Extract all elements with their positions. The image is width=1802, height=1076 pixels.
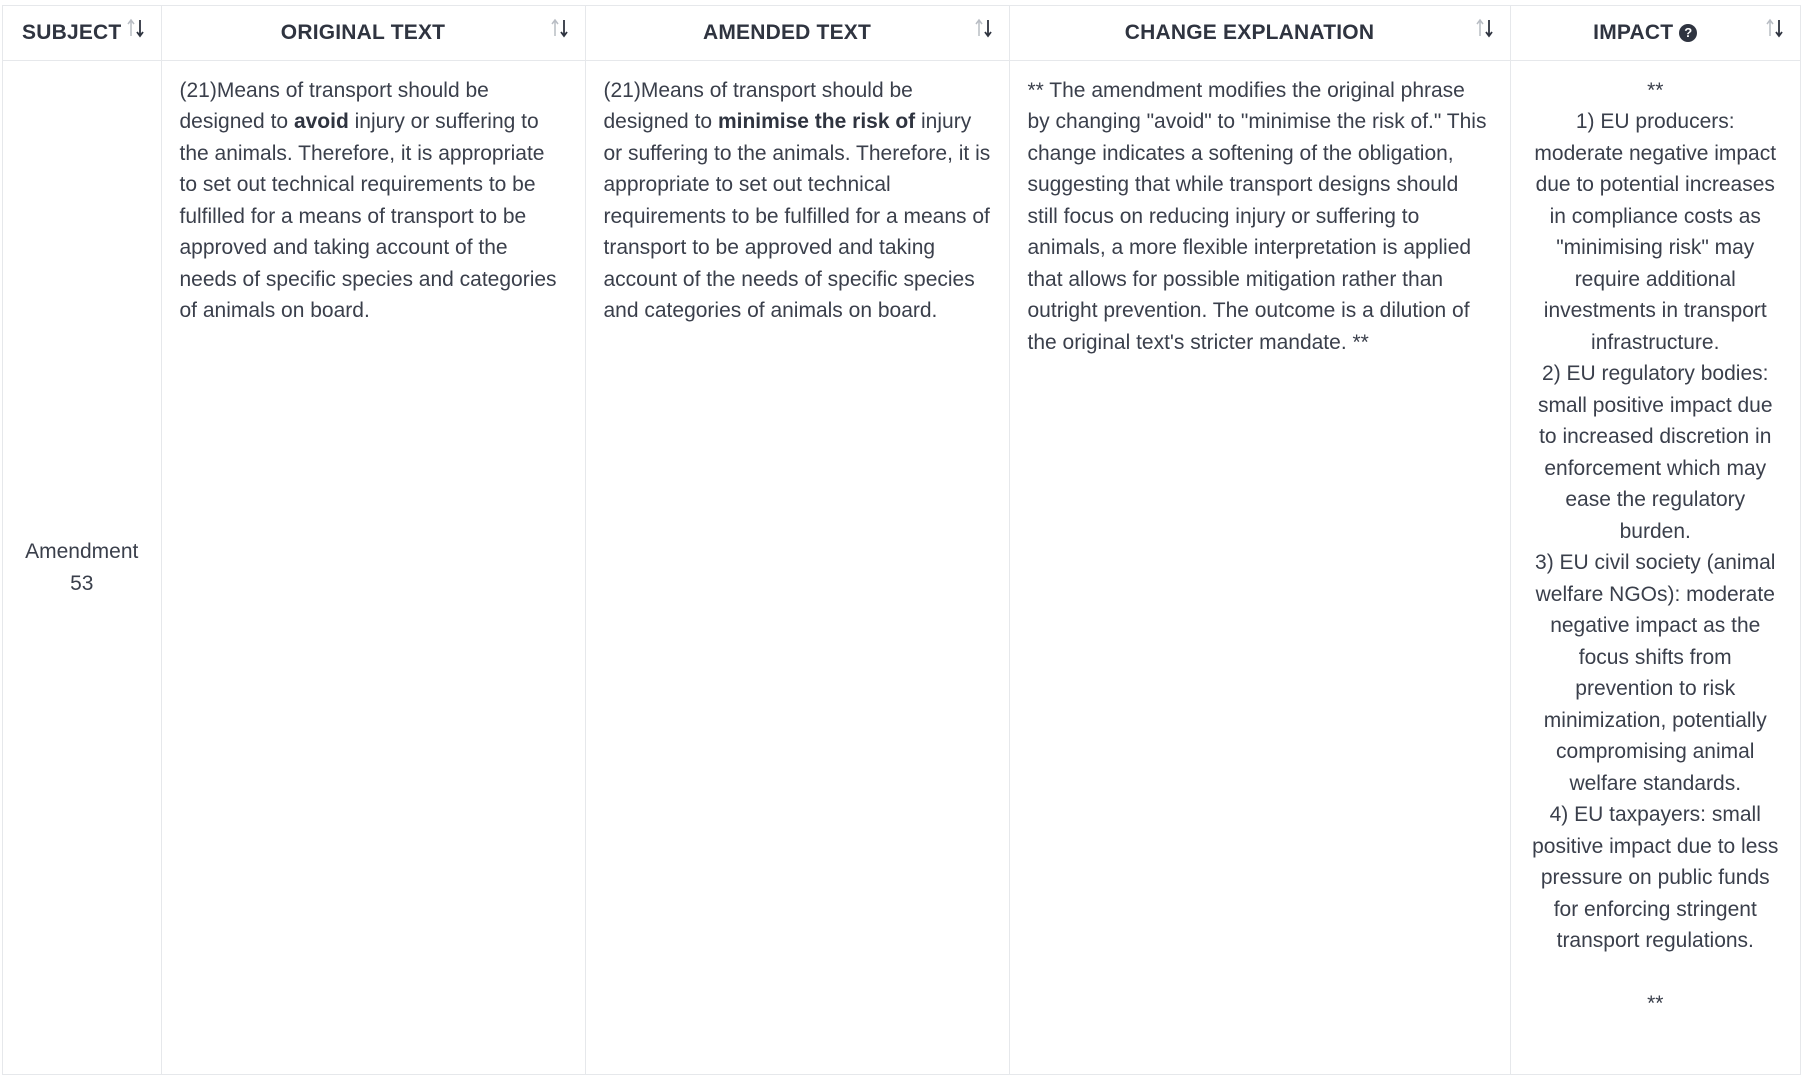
comparison-table [3, 6, 1800, 1075]
impact-item: 1) EU producers: moderate negative impact due to potential increases in compliance costs as "minimising risk" may require additional investments in transport infrastructure. [1534, 110, 1777, 354]
original-text-before: (21)Means of transport should be designed to [179, 78, 489, 133]
amendments-table [2, 5, 1801, 1075]
sort-icon[interactable] [973, 16, 995, 40]
header-change-label: CHANGE EXPLANATION [1124, 20, 1375, 44]
sort-icon[interactable] [125, 16, 147, 40]
amended-text-cell [585, 60, 1009, 1075]
header-impact-label-wrap [1593, 21, 1697, 45]
impact-item: 4) EU taxpayers: small positive impact due to less pressure on public funds for enforcing stringent transport regulations. [1532, 803, 1779, 952]
original-text-cell [161, 60, 585, 1075]
change-explanation-cell: ** The amendment modifies the original phrase by changing "avoid" to "minimise the risk of." This change indicates a softening of the obligation, suggesting that while transport designs should still focus on reducing injury or suffering to animals, a more flexible interpretation is applied that allows for possible mitigation rather than outright prevention. The outcome is a dilution of the original text's stricter mandate. ** [1009, 60, 1510, 1075]
header-amended[interactable] [585, 6, 1009, 60]
impact-item: 3) EU civil society (animal welfare NGOs): moderate negative impact as the focus shifts from prevention to risk minimization, potentially compromising animal welfare standards. [1535, 551, 1776, 795]
header-amended-label: AMENDED TEXT [702, 20, 872, 44]
header-change[interactable] [1009, 6, 1510, 60]
amended-text-before: (21)Means of transport should be designed to [603, 78, 913, 133]
original-text-highlight: avoid [293, 110, 349, 133]
subject-cell: Amendment 53 [3, 60, 161, 1075]
impact-open-marker: ** [1647, 78, 1664, 102]
impact-item: 2) EU regulatory bodies: small positive impact due to increased discretion in enforcement which may ease the regulatory burden. [1537, 362, 1773, 543]
amended-text-after: injury or suffering to the animals. Therefore, it is appropriate to set out technical requirements to be fulfilled for a means of transport to be approved and taking account of the needs of specific species and categories of animals on board. [603, 110, 991, 322]
original-text-after: injury or suffering to the animals. Therefore, it is appropriate to set out technical requirements to be fulfilled for a means of transport to be approved and taking account of the needs of specific species and categories of animals on board. [179, 110, 557, 322]
sort-icon[interactable] [549, 16, 571, 40]
sort-icon[interactable] [1764, 16, 1786, 40]
impact-spacer [1531, 957, 1781, 989]
table-row [3, 60, 1800, 1075]
header-impact[interactable] [1510, 6, 1800, 60]
impact-close-marker: ** [1647, 992, 1664, 1015]
header-original-label: ORIGINAL TEXT [280, 20, 446, 44]
impact-cell [1510, 60, 1800, 1075]
header-subject[interactable] [3, 6, 161, 60]
header-subject-label: SUBJECT [22, 20, 122, 44]
header-row [3, 6, 1800, 60]
header-impact-label: IMPACT [1593, 20, 1674, 44]
amended-text-highlight: minimise the risk of [717, 110, 916, 133]
help-icon[interactable]: ? [1679, 24, 1697, 42]
header-original[interactable] [161, 6, 585, 60]
sort-icon[interactable] [1474, 16, 1496, 40]
